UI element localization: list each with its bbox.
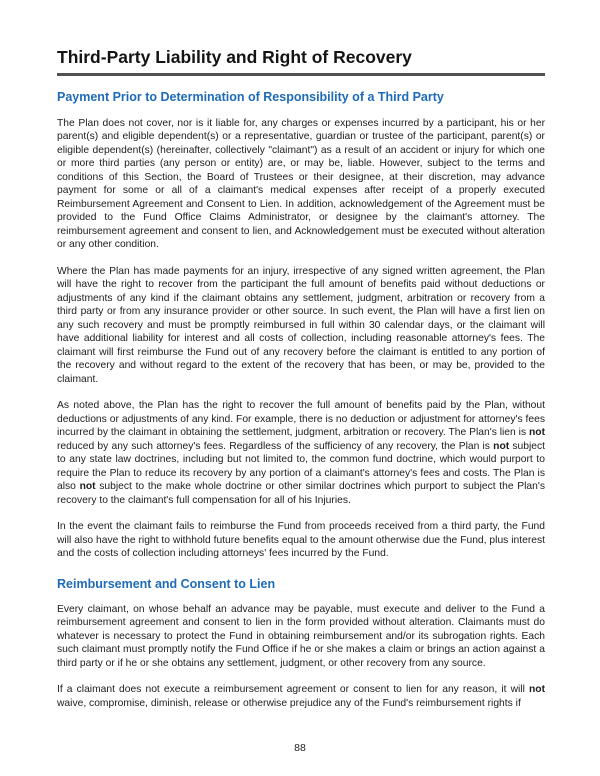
body-paragraph [57, 520, 545, 561]
emphasized-text: not [79, 481, 96, 492]
page-number: 88 [294, 742, 306, 754]
body-paragraph [57, 399, 545, 507]
body-paragraph [57, 603, 545, 671]
paragraph-text: As noted above, the Plan has the right to recover the full amount of benefits paid by the Plan, without deductions or adjustments of any kind. For example, there is no deduction or adjustment for attorney's fees incurred by the claimant in obtaining the settlement, judgment, arbitration or recovery. The Plan's lien is [57, 400, 545, 438]
section-heading: Payment Prior to Determination of Responsibility of a Third Party [57, 90, 444, 105]
document-sections [57, 90, 545, 710]
emphasized-text: not [528, 427, 545, 438]
body-paragraph [57, 117, 545, 252]
paragraph-text: reduced by any such attorney's fees. Regardless of the sufficiency of any recovery, the Plan is [57, 440, 494, 452]
paragraph-text: subject to any state law doctrines, including but not limited to, the common fund doctrine, which would purport to require the Plan to reduce its recovery by any portion of a claimant's attorney's fees and costs. The Plan is also [57, 440, 545, 492]
emphasized-text: not [528, 684, 545, 696]
paragraph-text: subject to the make whole doctrine or other similar doctrines which purport to subject the Plan's recovery to the claimant's full compensation for all of his Injuries. [57, 481, 545, 506]
title-rule-divider [57, 73, 545, 76]
emphasized-text: not [493, 440, 510, 452]
body-paragraph [57, 265, 545, 387]
paragraph-text: The Plan does not cover, nor is it liable for, any charges or expenses incurred by a participant, his or her parent(s) and eligible dependent(s) or a representative, guardian or trustee of the participant, parent(s) or eligible dependent(s) (hereinafter, collectively "claimant") as a result of an accident or injury for which one or more third parties (any person or entity) are, or may be, liable. However, subject to the terms and conditions of this Section, the Board of Trustees or their designee, at their discretion, may advance payment for some or all of a claimant's medical expenses after receipt of a properly executed Reimbursement Agreement and Consent to Lien. In addition, acknowledgement of the Agreement must be provided to the Fund Office Claims Administrator, or designee by the claimant's attorney. The reimbursement agreement and consent to lien, and Acknowledgement must be executed without alteration or any other condition. [57, 117, 545, 250]
paragraph-text: If a claimant does not execute a reimbursement agreement or consent to lien for any reason, it will [57, 684, 529, 696]
page-title: Third-Party Liability and Right of Recovery [57, 47, 412, 67]
paragraph-text: Every claimant, on whose behalf an advance may be payable, must execute and deliver to the Fund a reimbursement agreement and consent to lien in the form provided without alteration. Claimants must do whatever is necessary to protect the Fund in obtaining reimbursement and/or its subrogation rights. Each such claimant must promptly notify the Fund Office if he or she makes a claim or brings an action against a third party or if he or she obtains any settlement, judgment, or other recovery from any source. [57, 603, 545, 669]
paragraph-text: In the event the claimant fails to reimburse the Fund from proceeds received from a third party, the Fund will also have the right to withhold future benefits equal to the amount otherwise due the Fund, plus interest and the costs of collection including attorneys' fees incurred by the Fund. [57, 521, 545, 559]
paragraph-text: waive, compromise, diminish, release or otherwise prejudice any of the Fund's reimbursement rights if [57, 697, 521, 709]
paragraph-text: Where the Plan has made payments for an injury, irrespective of any signed written agreement, the Plan will have the right to recover from the participant the full amount of benefits paid without deductions or adjustments of any kind if the claimant obtains any settlement, judgment, arbitration or recovery from a third party or from any insurance provider or other source. In such event, the Plan will have a first lien on any such recovery and must be promptly reimbursed in full within 30 calendar days, or the claimant will have additional liability for interest and all costs of collection, including reasonable attorney's fees. The claimant will first reimburse the Fund out of any recovery before the claimant is entitled to any portion of the recovery and without regard to the extent of the recovery that has been, or may be, provided to the claimant. [57, 265, 545, 385]
body-paragraph [57, 683, 545, 710]
section-heading: Reimbursement and Consent to Lien [57, 576, 276, 591]
